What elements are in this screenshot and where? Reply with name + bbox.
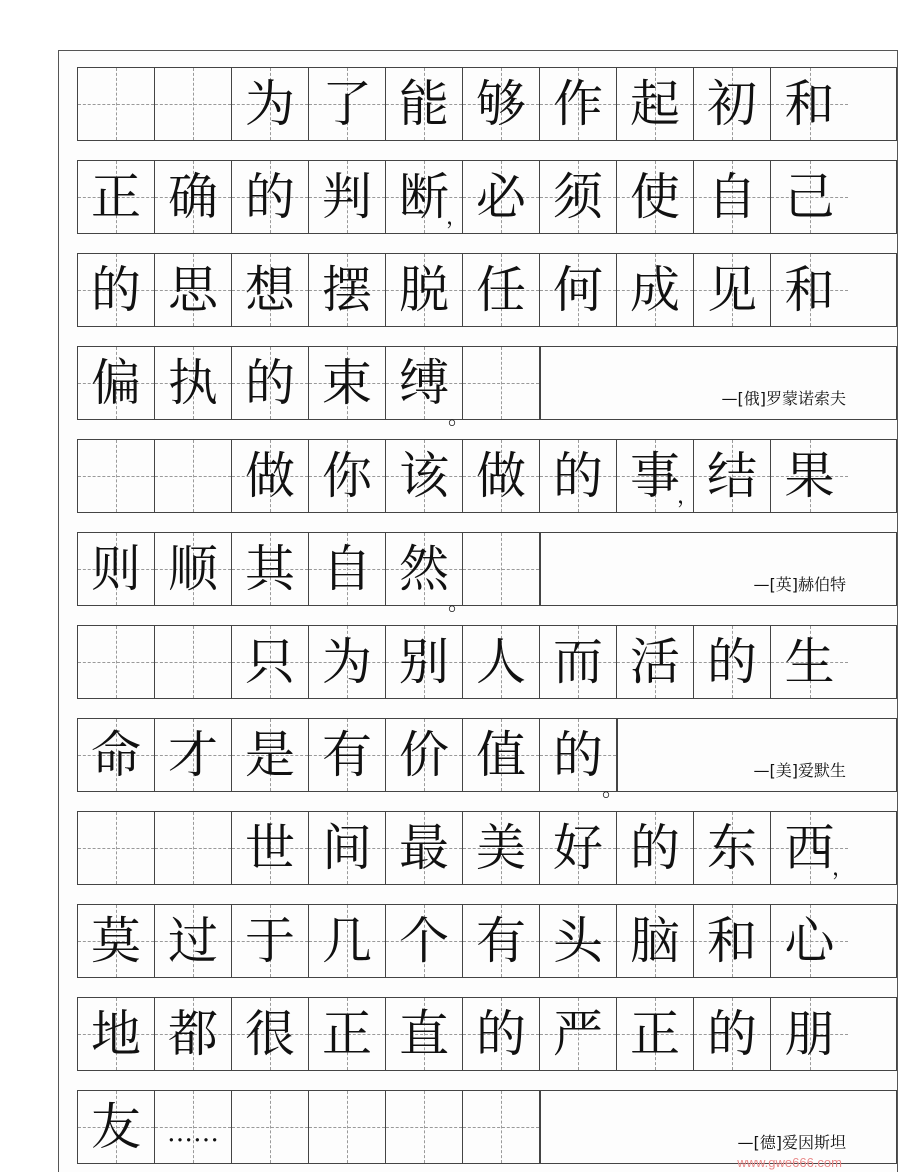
character: 是 <box>245 726 295 784</box>
grid-cell <box>386 161 468 233</box>
character: 别 <box>399 633 449 691</box>
character: 生 <box>784 633 835 691</box>
guide-line-horizontal <box>78 104 154 105</box>
character: 朋 <box>784 1005 835 1063</box>
character: 于 <box>245 912 295 970</box>
character: 的 <box>707 1005 757 1063</box>
character: 的 <box>476 1005 526 1063</box>
character: 正 <box>630 1005 680 1063</box>
grid-cell <box>463 347 540 419</box>
character: 见 <box>707 261 757 319</box>
grid-cell <box>232 161 309 233</box>
grid-cell <box>540 254 617 326</box>
character: 偏 <box>91 354 141 412</box>
grid-cell <box>78 254 155 326</box>
character: 间 <box>322 819 372 877</box>
character: 正 <box>322 1005 372 1063</box>
guide-line-horizontal <box>463 1127 539 1128</box>
grid-cell <box>155 626 232 698</box>
grid-cell <box>309 812 386 884</box>
grid-cell <box>309 626 386 698</box>
grid-cell <box>232 998 309 1070</box>
character: 则 <box>91 540 141 598</box>
grid-cell <box>771 998 848 1070</box>
grid-cell <box>694 905 771 977</box>
grid-cell <box>617 161 694 233</box>
character: 缚 <box>399 354 449 412</box>
character: 事 <box>630 447 680 505</box>
grid-cell <box>540 905 617 977</box>
watermark: www.gwe666.com <box>737 1155 842 1170</box>
grid-cell <box>771 905 848 977</box>
character: 顺 <box>168 540 218 598</box>
character: 有 <box>322 726 372 784</box>
grid-cell <box>78 998 155 1070</box>
attribution-box <box>540 347 896 419</box>
character: 的 <box>630 819 680 877</box>
grid-cell <box>386 719 463 791</box>
grid-cell <box>386 998 463 1070</box>
grid-cell <box>78 812 155 884</box>
guide-line-horizontal <box>155 848 231 849</box>
character: 价 <box>399 726 449 784</box>
grid-cell <box>386 347 470 430</box>
character: 和 <box>784 75 835 133</box>
grid-cell <box>540 161 617 233</box>
grid-cell <box>155 905 232 977</box>
writing-row <box>77 67 897 141</box>
comma-mark: ， <box>445 205 468 230</box>
grid-cell <box>155 719 232 791</box>
grid-cell <box>386 254 463 326</box>
grid-cell <box>309 347 386 419</box>
grid-cell <box>617 626 694 698</box>
grid-cell <box>386 1091 463 1163</box>
character: 而 <box>553 633 603 691</box>
guide-line-horizontal <box>155 104 231 105</box>
writing-row <box>77 904 897 978</box>
attribution-box <box>540 1091 896 1163</box>
grid-cell <box>232 719 309 791</box>
character: 莫 <box>91 912 141 970</box>
grid-cell <box>232 68 309 140</box>
grid-cell <box>386 812 463 884</box>
guide-line-horizontal <box>386 1127 462 1128</box>
character: 够 <box>476 75 526 133</box>
comma-mark: ， <box>676 484 699 509</box>
grid-cell <box>232 626 309 698</box>
grid-cell <box>386 905 463 977</box>
attribution: —[英]赫伯特 <box>753 574 846 594</box>
character: 思 <box>168 261 218 319</box>
guide-line-horizontal <box>232 1127 308 1128</box>
grid-cell <box>386 533 470 616</box>
grid-cell <box>309 254 386 326</box>
grid-cell <box>617 68 694 140</box>
guide-line-horizontal <box>463 383 539 384</box>
grid-cell <box>78 68 155 140</box>
character: 必 <box>476 168 526 226</box>
character: 脑 <box>630 912 680 970</box>
character: 须 <box>553 168 603 226</box>
grid-cell <box>155 68 232 140</box>
writing-row <box>77 439 897 513</box>
grid-cell <box>463 998 540 1070</box>
grid-cell <box>463 719 540 791</box>
grid-cell <box>78 347 155 419</box>
character: 想 <box>245 261 295 319</box>
character: 自 <box>707 168 757 226</box>
grid-cell <box>617 812 694 884</box>
period-mark: 。 <box>601 777 624 802</box>
writing-row <box>77 997 897 1071</box>
guide-line-horizontal <box>78 848 154 849</box>
character: 都 <box>168 1005 218 1063</box>
character: 断 <box>399 168 449 226</box>
grid-cell <box>232 440 309 512</box>
guide-line-horizontal <box>155 476 231 477</box>
character: 确 <box>168 168 218 226</box>
grid-cell <box>232 905 309 977</box>
practice-sheet <box>58 50 898 1172</box>
writing-row <box>77 1090 897 1164</box>
grid-cell <box>463 440 540 512</box>
character: 值 <box>476 726 526 784</box>
grid-cell <box>232 347 309 419</box>
grid-cell <box>309 1091 386 1163</box>
character: 和 <box>707 912 757 970</box>
character: …… <box>167 1118 219 1148</box>
grid-cell <box>309 533 386 605</box>
character: 了 <box>322 75 372 133</box>
grid-cell <box>540 998 617 1070</box>
grid-cell <box>232 1091 309 1163</box>
grid-cell <box>78 1091 155 1163</box>
grid-cell <box>694 812 771 884</box>
grid-cell <box>386 68 463 140</box>
character: 束 <box>322 354 372 412</box>
character: 的 <box>245 168 295 226</box>
writing-row <box>77 253 897 327</box>
character: 只 <box>245 633 295 691</box>
grid-cell <box>309 998 386 1070</box>
attribution: —[美]爱默生 <box>753 760 846 780</box>
character: 判 <box>322 168 372 226</box>
attribution-box <box>540 533 896 605</box>
grid-cell <box>771 254 848 326</box>
grid-cell <box>463 905 540 977</box>
grid-cell <box>540 812 617 884</box>
character: 世 <box>245 819 295 877</box>
character: 其 <box>245 540 295 598</box>
writing-row <box>77 625 897 699</box>
grid-cell <box>617 440 699 512</box>
grid-cell <box>540 68 617 140</box>
character: 该 <box>399 447 449 505</box>
character: 地 <box>91 1005 141 1063</box>
character: 执 <box>168 354 218 412</box>
grid-cell <box>155 812 232 884</box>
grid-cell <box>694 998 771 1070</box>
grid-cell <box>463 533 540 605</box>
character: 严 <box>553 1005 603 1063</box>
grid-cell <box>617 905 694 977</box>
grid-cell <box>463 812 540 884</box>
grid-cell <box>309 719 386 791</box>
grid-cell <box>771 68 848 140</box>
character: 你 <box>322 447 372 505</box>
character: 做 <box>245 447 295 505</box>
character: 正 <box>91 168 141 226</box>
grid-cell <box>463 254 540 326</box>
character: 好 <box>553 819 603 877</box>
character: 东 <box>707 819 757 877</box>
character: 的 <box>553 447 603 505</box>
character: 个 <box>399 912 449 970</box>
character: 头 <box>553 912 603 970</box>
character: 脱 <box>399 261 449 319</box>
character: 才 <box>168 726 218 784</box>
grid-cell <box>771 161 848 233</box>
grid-cell <box>540 719 624 802</box>
grid-cell <box>232 812 309 884</box>
comma-mark: ， <box>831 856 854 881</box>
character: 直 <box>399 1005 449 1063</box>
character: 初 <box>707 75 757 133</box>
character: 自 <box>322 540 372 598</box>
character: 然 <box>399 540 449 598</box>
grid-cell <box>309 68 386 140</box>
grid-cell <box>694 440 771 512</box>
writing-row <box>77 718 897 802</box>
attribution-box <box>617 719 896 791</box>
character: 结 <box>707 447 757 505</box>
character: 作 <box>553 75 603 133</box>
period-mark: 。 <box>447 405 470 430</box>
character: 人 <box>476 633 526 691</box>
grid-cell <box>463 1091 540 1163</box>
grid-cell <box>232 254 309 326</box>
character: 几 <box>322 912 372 970</box>
character: 美 <box>476 819 526 877</box>
grid-cell <box>155 254 232 326</box>
grid-cell <box>617 254 694 326</box>
grid-cell <box>78 161 155 233</box>
grid-cell <box>771 812 854 884</box>
character: 心 <box>784 912 835 970</box>
grid-cell <box>155 347 232 419</box>
writing-row <box>77 811 897 885</box>
character: 己 <box>784 168 835 226</box>
grid-cell <box>309 161 386 233</box>
guide-line-horizontal <box>78 662 154 663</box>
grid-cell <box>78 626 155 698</box>
writing-row <box>77 346 897 430</box>
period-mark: 。 <box>447 591 470 616</box>
character: 使 <box>630 168 680 226</box>
character: 摆 <box>322 261 372 319</box>
character: 有 <box>476 912 526 970</box>
character: 最 <box>399 819 449 877</box>
grid-cell <box>617 998 694 1070</box>
guide-line-horizontal <box>155 662 231 663</box>
grid-cell <box>540 440 617 512</box>
grid-cell <box>155 161 232 233</box>
grid-cell <box>155 533 232 605</box>
attribution: —[德]爱因斯坦 <box>737 1132 846 1152</box>
grid-cell <box>771 440 848 512</box>
grid-cell <box>771 626 848 698</box>
grid-cell <box>155 440 232 512</box>
character: 何 <box>553 261 603 319</box>
character: 过 <box>168 912 218 970</box>
grid-cell <box>694 254 771 326</box>
grid-cell <box>309 905 386 977</box>
character: 果 <box>784 447 835 505</box>
character: 的 <box>245 354 295 412</box>
grid-cell <box>463 68 540 140</box>
character: 为 <box>322 633 372 691</box>
character: 起 <box>630 75 680 133</box>
character: 很 <box>245 1005 295 1063</box>
grid-cell <box>386 440 463 512</box>
character: 任 <box>476 261 526 319</box>
grid-cell <box>232 533 309 605</box>
grid-cell <box>309 440 386 512</box>
grid-cell <box>155 998 232 1070</box>
grid-cell <box>694 161 771 233</box>
character: 的 <box>707 633 757 691</box>
grid-cell <box>540 626 617 698</box>
character: 做 <box>476 447 526 505</box>
grid-cell <box>694 68 771 140</box>
character: 活 <box>630 633 680 691</box>
character: 成 <box>630 261 680 319</box>
guide-line-horizontal <box>78 476 154 477</box>
grid-cell <box>78 440 155 512</box>
character: 友 <box>91 1098 141 1156</box>
character: 西 <box>784 819 835 877</box>
grid-cell <box>78 719 155 791</box>
character: 和 <box>784 261 835 319</box>
character: 的 <box>91 261 141 319</box>
character: 为 <box>245 75 295 133</box>
grid-cell <box>694 626 771 698</box>
grid-cell <box>386 626 463 698</box>
grid-cell <box>463 161 540 233</box>
grid-cell <box>78 905 155 977</box>
character: 的 <box>553 726 603 784</box>
guide-line-horizontal <box>309 1127 385 1128</box>
grid-cell <box>78 533 155 605</box>
attribution: —[俄]罗蒙诺索夫 <box>721 388 846 408</box>
guide-line-horizontal <box>463 569 539 570</box>
grid-cell <box>463 626 540 698</box>
character: 能 <box>399 75 449 133</box>
writing-row <box>77 160 897 234</box>
writing-row <box>77 532 897 616</box>
grid-cell <box>155 1091 232 1163</box>
character: 命 <box>91 726 141 784</box>
